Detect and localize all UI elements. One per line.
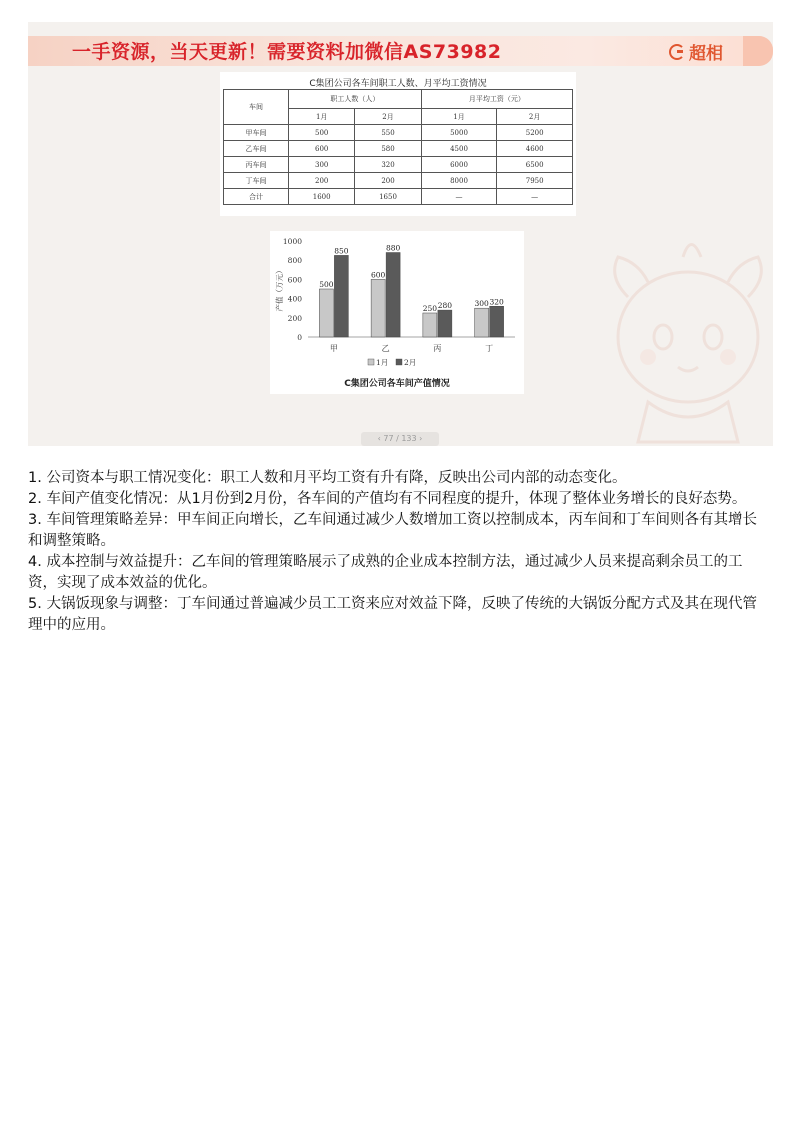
table-title: C集团公司各车间职工人数、月平均工资情况 [309, 79, 487, 89]
y-tick-label: 600 [287, 275, 302, 285]
note-item: 3. 车间管理策略差异：甲车间正向增长，乙车间通过减少人数增加工资以控制成本，丙车间和丁车间则各有其增长和调整策略。 [28, 512, 757, 549]
document-viewer [28, 22, 773, 446]
legend-label: 1月 [376, 358, 389, 367]
table-cell: 4500 [421, 141, 497, 157]
legend-label: 2月 [404, 358, 417, 367]
x-tick-label: 丙 [433, 344, 442, 353]
table-cell: 200 [355, 173, 421, 189]
table-cell: 5200 [497, 125, 573, 141]
table-cell: 4600 [497, 141, 573, 157]
table-row [224, 125, 573, 141]
note-item: 4. 成本控制与效益提升：乙车间的管理策略展示了成熟的企业成本控制方法，通过减少人员来提高剩余员工的工资，实现了成本效益的优化。 [28, 554, 743, 591]
note-item: 2. 车间产值变化情况：从1月份到2月份，各车间的产值均有不同程度的提升，体现了整体业务增长的良好态势。 [28, 491, 747, 507]
y-tick-label: 200 [287, 313, 302, 323]
table-cell: 580 [355, 141, 421, 157]
table-cell: 丙车间 [224, 157, 289, 173]
table-cell: 合计 [224, 189, 289, 205]
table-row [224, 173, 573, 189]
bar-value-label: 880 [385, 243, 401, 253]
bar-feb [386, 253, 400, 337]
table-subheader: 2月 [355, 109, 421, 125]
bar-value-label: 850 [334, 246, 349, 256]
chart-title: C集团公司各车间产值情况 [344, 379, 450, 389]
table-cell: 300 [289, 157, 355, 173]
table-subheader: 1月 [289, 109, 355, 125]
table-cell: 500 [289, 125, 355, 141]
analysis-notes [28, 468, 768, 636]
table-header-workshop: 车间 [224, 90, 289, 125]
bar-value-label: 320 [489, 297, 504, 307]
x-tick-label: 乙 [381, 344, 390, 353]
staff-salary-table [223, 89, 573, 205]
table-cell: 600 [289, 141, 355, 157]
bar-chart-svg [270, 231, 524, 394]
y-tick-label: 1000 [282, 237, 302, 246]
table-cell: 6500 [497, 157, 573, 173]
table-header-staff: 职工人数（人） [289, 90, 422, 109]
table-subheader: 1月 [421, 109, 497, 125]
brand-name: 超相 [689, 44, 723, 64]
table-cell: 甲车间 [224, 125, 289, 141]
bar-value-label: 280 [437, 301, 453, 311]
staff-salary-table-figure [220, 72, 576, 216]
table-row [224, 141, 573, 157]
bar-jan [475, 308, 489, 337]
table-header-salary: 月平均工资（元） [421, 90, 572, 109]
y-axis-label: 产值（万元） [275, 266, 284, 312]
brand-g-icon [669, 44, 685, 60]
table-row [224, 189, 573, 205]
bar-jan [319, 289, 333, 337]
table-cell: 乙车间 [224, 141, 289, 157]
y-tick-label: 400 [287, 294, 302, 304]
table-cell: 8000 [421, 173, 497, 189]
table-cell: 7950 [497, 173, 573, 189]
bar-feb [490, 306, 504, 337]
y-tick-label: 800 [287, 256, 302, 266]
bar-value-label: 600 [370, 270, 386, 280]
table-cell: 550 [355, 125, 421, 141]
table-row [224, 157, 573, 173]
brand-logo [669, 39, 723, 64]
mascot-watermark-icon [588, 227, 773, 446]
note-item: 5. 大锅饭现象与调整：丁车间通过普遍减少员工工资来应对效益下降，反映了传统的大锅饭分配方式及其在现代管理中的应用。 [28, 596, 757, 633]
ad-banner[interactable] [28, 36, 773, 66]
table-cell: 丁车间 [224, 173, 289, 189]
bar-value-label: 250 [422, 304, 438, 313]
bar-feb [334, 255, 348, 337]
table-subheader: 2月 [497, 109, 573, 125]
x-tick-label: 甲 [329, 344, 338, 353]
table-cell: 1600 [289, 189, 355, 205]
table-cell: — [421, 189, 497, 205]
banner-cap [743, 36, 773, 66]
bar-value-label: 500 [319, 280, 334, 289]
legend-swatch [396, 359, 402, 365]
bar-value-label: 300 [474, 299, 489, 309]
bar-feb [438, 310, 452, 337]
x-tick-label: 丁 [485, 344, 494, 353]
bar-jan [371, 279, 385, 337]
note-item: 1. 公司资本与职工情况变化：职工人数和月平均工资有升有降，反映出公司内部的动态变化。 [28, 470, 627, 486]
table-cell: — [497, 189, 573, 205]
table-cell: 1650 [355, 189, 421, 205]
table-cell: 320 [355, 157, 421, 173]
y-tick-label: 0 [297, 333, 302, 342]
table-cell: 6000 [421, 157, 497, 173]
bar-jan [423, 313, 437, 337]
table-cell: 200 [289, 173, 355, 189]
legend-swatch [368, 359, 374, 365]
output-value-chart [270, 231, 524, 394]
table-cell: 5000 [421, 125, 497, 141]
banner-text: 一手资源，当天更新！需要资料加微信AS73982 [72, 41, 502, 63]
page-navigator[interactable]: ‹ 77 / 133 › [361, 432, 439, 446]
